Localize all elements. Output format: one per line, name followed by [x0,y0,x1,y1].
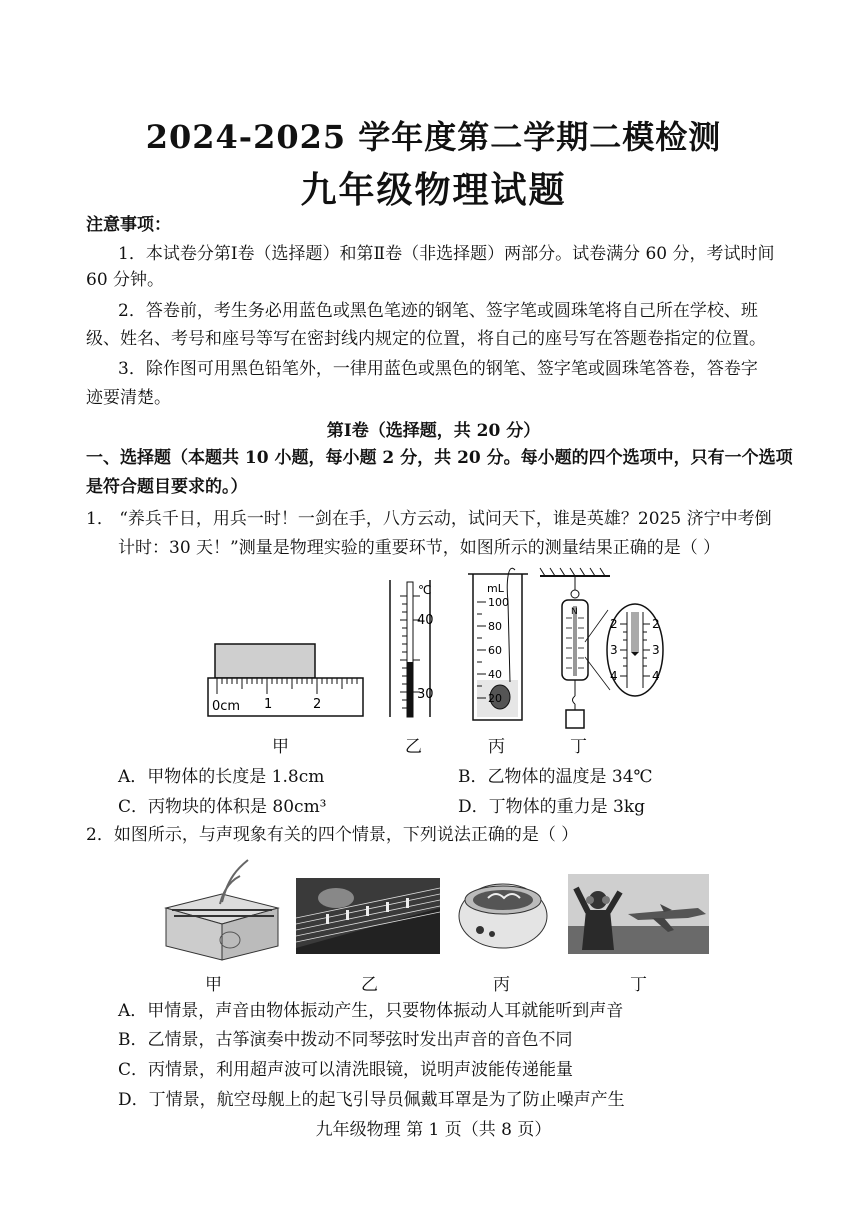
notice-heading: 注意事项： [86,215,171,235]
notice-item-3-line-2: 迹要清楚。 [86,388,171,408]
q2-photo-carrier-deck [568,874,709,954]
thermo-unit: ℃ [418,583,432,597]
thermo-tick-30: 30 [417,687,434,702]
exam-title: 2024-2025 学年度第二学期二模检测 [145,118,722,156]
q2-fig-label-jia: 甲 [205,975,222,995]
q1-figure [190,562,670,762]
q2-photo-ultrasonic-cleaner [452,870,554,954]
zoom-tick-4-right: 4 [652,669,660,683]
exam-subtitle: 九年级物理试题 [300,169,567,211]
thermometer-diagram [390,580,434,717]
q1-fig-label-jia: 甲 [272,737,289,757]
section-heading: 第Ⅰ卷（选择题，共 20 分） [326,421,541,441]
q2-photo-guzheng [296,878,440,954]
q2-stem: 2．如图所示，与声现象有关的四个情景，下列说法正确的是（ ） [86,825,579,845]
zoom-tick-4-left: 4 [610,669,618,683]
spring-unit: N [571,607,578,617]
notice-item-2-line-1: 2．答卷前，考生务必用蓝色或黑色笔迹的钢笔、签字笔或圆珠笔将自己所在学校、班 [118,301,758,321]
q2-option-b: B．乙情景，古筝演奏中拨动不同琴弦时发出声音的音色不同 [118,1030,573,1050]
q1-option-c: C．丙物块的体积是 80cm³ [118,797,327,817]
cylinder-tick-20: 20 [488,692,502,705]
cylinder-unit: mL [487,582,504,595]
zoom-tick-2-right: 2 [652,617,660,631]
ruler-tick-2: 2 [313,697,322,712]
notice-item-2-line-2: 级、姓名、考号和座号等写在密封线内规定的位置，将自己的座号写在答题卷指定的位置。 [86,329,766,349]
part-heading-line-1: 一、选择题（本题共 10 小题，每小题 2 分，共 20 分。每小题的四个选项中，只有一个选项 [86,448,793,468]
q2-option-d: D．丁情景，航空母舰上的起飞引导员佩戴耳罩是为了防止噪声产生 [118,1090,625,1110]
notice-item-3-line-1: 3．除作图可用黑色铅笔外，一律用蓝色或黑色的钢笔、签字笔或圆珠笔答卷，答卷字 [118,359,758,379]
q1-fig-label-bing: 丙 [488,737,505,757]
page-footer: 九年级物理 第 1 页（共 8 页） [315,1120,552,1140]
spring-scale-diagram [540,568,663,728]
cylinder-tick-80: 80 [488,620,502,633]
notice-item-1-line-1: 1．本试卷分第Ⅰ卷（选择题）和第Ⅱ卷（非选择题）两部分。试卷满分 60 分，考试时间 [118,244,775,264]
q2-fig-label-bing: 丙 [493,975,510,995]
part-heading-line-2: 是符合题目要求的。） [86,477,248,497]
cylinder-tick-40: 40 [488,668,502,681]
mercury-column [407,662,413,717]
q1-stem-line-1: 1． “养兵千日，用兵一时！一剑在手，八方云动，试问天下，谁是英雄？2025 济宁中考倒 [86,509,772,529]
cylinder-diagram [468,568,528,720]
q1-fig-label-yi: 乙 [405,737,422,757]
q2-option-c: C．丙情景，利用超声波可以清洗眼镜，说明声波能传递能量 [118,1060,574,1080]
q1-option-b: B．乙物体的温度是 34℃ [458,767,653,787]
q1-option-d: D．丁物体的重力是 3kg [458,797,646,817]
zoom-tick-2-left: 2 [610,617,618,631]
q1-fig-label-ding: 丁 [570,737,587,757]
cylinder-tick-60: 60 [488,644,502,657]
ruler-tick-1: 1 [264,697,273,712]
notice-item-1-line-2: 60 分钟。 [86,270,165,290]
ruler-tick-0: 0cm [212,699,241,714]
ruler-diagram [208,644,363,716]
cylinder-tick-100: 100 [488,596,509,609]
q2-photo-box-rubber-band [162,858,282,962]
q1-stem-line-2: 计时：30 天！”测量是物理实验的重要环节，如图所示的测量结果正确的是（ ） [118,538,721,558]
q2-fig-label-yi: 乙 [361,975,378,995]
measured-block [215,644,315,678]
hanging-weight [566,710,584,728]
zoom-tick-3-right: 3 [652,643,660,657]
q2-fig-label-ding: 丁 [630,975,647,995]
q2-option-a: A．甲情景，声音由物体振动产生，只要物体振动人耳就能听到声音 [118,1001,624,1021]
thermo-tick-40: 40 [417,613,434,628]
zoom-tick-3-left: 3 [610,643,618,657]
q1-option-a: A．甲物体的长度是 1.8cm [118,767,325,787]
